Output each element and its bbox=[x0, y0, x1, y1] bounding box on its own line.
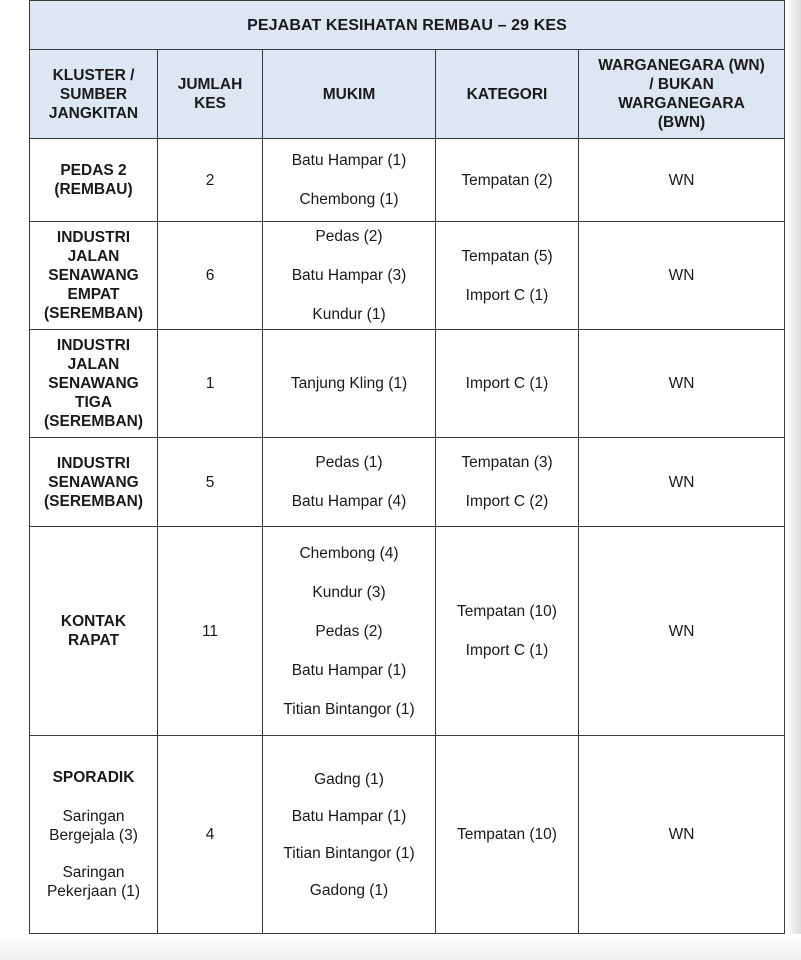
page-shadow-right bbox=[787, 0, 801, 960]
kategori-cell: Tempatan (10) bbox=[436, 736, 579, 934]
kategori-cell: Tempatan (10) Import C (1) bbox=[436, 527, 579, 736]
table-row bbox=[30, 330, 785, 438]
kategori-cell: Tempatan (2) bbox=[436, 139, 579, 222]
case-table bbox=[29, 0, 785, 934]
case-count-cell: 6 bbox=[158, 222, 263, 330]
case-count-cell: 2 bbox=[158, 139, 263, 222]
case-count-cell: 5 bbox=[158, 438, 263, 527]
table-row bbox=[30, 139, 785, 222]
table-row bbox=[30, 527, 785, 736]
kategori-cell: Tempatan (5) Import C (1) bbox=[436, 222, 579, 330]
table-title-row bbox=[30, 1, 785, 50]
header-kategori: KATEGORI bbox=[436, 50, 579, 139]
table-row bbox=[30, 222, 785, 330]
citizenship-cell: WN bbox=[579, 736, 785, 934]
header-kluster: KLUSTER / SUMBER JANGKITAN bbox=[30, 50, 158, 139]
mukim-cell: Chembong (4) Kundur (3) Pedas (2) Batu Hampar (1) Titian Bintangor (1) bbox=[263, 527, 436, 736]
header-mukim: MUKIM bbox=[263, 50, 436, 139]
mukim-cell: Gadng (1) Batu Hampar (1) Titian Bintangor (1) Gadong (1) bbox=[263, 736, 436, 934]
case-count-cell: 11 bbox=[158, 527, 263, 736]
kategori-cell: Import C (1) bbox=[436, 330, 579, 438]
table-title: PEJABAT KESIHATAN REMBAU – 29 KES bbox=[30, 1, 785, 50]
case-count-cell: 4 bbox=[158, 736, 263, 934]
table-row bbox=[30, 736, 785, 934]
citizenship-cell: WN bbox=[579, 438, 785, 527]
table-header-row bbox=[30, 50, 785, 139]
header-jumlah-kes: JUMLAH KES bbox=[158, 50, 263, 139]
cluster-cell: SPORADIK Saringan Bergejala (3) Saringan Pekerjaan (1) bbox=[30, 736, 158, 934]
mukim-cell: Batu Hampar (1) Chembong (1) bbox=[263, 139, 436, 222]
citizenship-cell: WN bbox=[579, 527, 785, 736]
mukim-cell: Tanjung Kling (1) bbox=[263, 330, 436, 438]
page-shadow-bottom bbox=[0, 934, 801, 960]
kategori-cell: Tempatan (3) Import C (2) bbox=[436, 438, 579, 527]
cluster-cell: INDUSTRI JALAN SENAWANG TIGA (SEREMBAN) bbox=[30, 330, 158, 438]
cluster-cell: INDUSTRI SENAWANG (SEREMBAN) bbox=[30, 438, 158, 527]
citizenship-cell: WN bbox=[579, 222, 785, 330]
citizenship-cell: WN bbox=[579, 139, 785, 222]
mukim-cell: Pedas (2) Batu Hampar (3) Kundur (1) bbox=[263, 222, 436, 330]
citizenship-cell: WN bbox=[579, 330, 785, 438]
cluster-cell: PEDAS 2 (REMBAU) bbox=[30, 139, 158, 222]
header-warganegara: WARGANEGARA (WN) / BUKAN WARGANEGARA (BWN) bbox=[579, 50, 785, 139]
cluster-cell: INDUSTRI JALAN SENAWANG EMPAT (SEREMBAN) bbox=[30, 222, 158, 330]
cluster-cell: KONTAK RAPAT bbox=[30, 527, 158, 736]
mukim-cell: Pedas (1) Batu Hampar (4) bbox=[263, 438, 436, 527]
table-row bbox=[30, 438, 785, 527]
case-count-cell: 1 bbox=[158, 330, 263, 438]
